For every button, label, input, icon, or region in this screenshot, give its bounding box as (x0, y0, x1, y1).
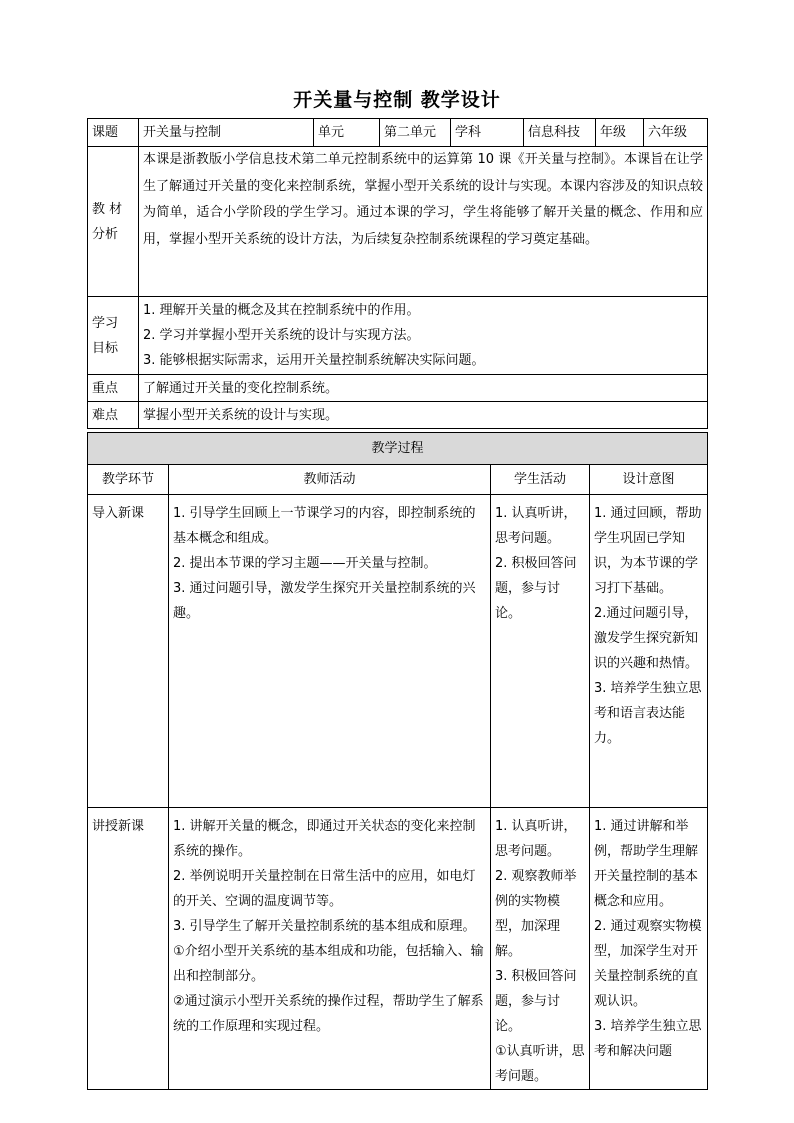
design-intent-item: 3. 培养学生独立思考和解决问题 (594, 1019, 702, 1059)
design-intent-cell (590, 495, 708, 808)
teacher-activity-item: 2. 提出本节课的学习主题——开关量与控制。 (173, 556, 437, 571)
column-header: 设计意图 (590, 465, 708, 495)
subject-value: 信息科技 (524, 119, 596, 147)
column-header: 学生活动 (491, 465, 590, 495)
design-intent-item: 2.通过问题引导，激发学生探究新知识的兴趣和热情。 (594, 606, 699, 671)
teacher-activity-item: 2. 举例说明开关量控制在日常生活中的应用，如电灯的开关、空调的温度调节等。 (173, 869, 476, 909)
design-intent-cell (590, 808, 708, 1090)
goals-label-line1: 学习 (92, 315, 119, 331)
column-header: 教师活动 (169, 465, 491, 495)
goals-label-line2: 目标 (92, 340, 119, 356)
unit-value: 第二单元 (380, 119, 451, 147)
student-activity-item: 3. 积极回答问题，参与讨论。 (495, 969, 577, 1034)
teaching-process-table (87, 432, 708, 1090)
design-intent-item: 1. 通过回顾，帮助学生巩固已学知识，为本节课的学习打下基础。 (594, 506, 702, 596)
analysis-text: 本课是浙教版小学信息技术第二单元控制系统中的运算第 10 课《开关量与控制》。本课旨在让学生了解通过开关量的变化来控制系统，掌握小型开关系统的设计与实现。本课内容涉及的知识点较为简单，适合小学阶段的学生学习。通过本课的学习，学生将能够了解开关量的概念、作用和应用，掌握小型开关系统的设计方法，为后续复杂控制系统课程的学习奠定基础。 (139, 147, 708, 297)
lesson-info-table (87, 118, 708, 429)
teacher-activity-item: ②通过演示小型开关系统的操作过程，帮助学生了解系统的工作原理和实现过程。 (173, 994, 484, 1034)
goals-list (139, 297, 708, 375)
teacher-activity-cell (169, 495, 491, 808)
key-point-text: 了解通过开关量的变化控制系统。 (139, 375, 708, 402)
goals-label (88, 297, 139, 375)
grade-label: 年级 (596, 119, 644, 147)
difficulty-text: 掌握小型开关系统的设计与实现。 (139, 402, 708, 429)
student-activity-item: 1. 认真听讲，思考问题。 (495, 819, 577, 859)
column-header: 教学环节 (88, 465, 169, 495)
table-row (88, 808, 708, 1090)
process-header: 教学过程 (88, 433, 708, 465)
teacher-activity-item: 1. 讲解开关量的概念，即通过开关状态的变化来控制系统的操作。 (173, 819, 476, 859)
grade-value: 六年级 (644, 119, 708, 147)
analysis-label (88, 147, 139, 297)
analysis-label-line2: 分析 (92, 226, 119, 242)
table-row (88, 495, 708, 808)
student-activity-item: 1. 认真听讲，思考问题。 (495, 506, 577, 546)
unit-label: 单元 (314, 119, 380, 147)
stage-cell: 导入新课 (88, 495, 169, 808)
student-activity-item: 2. 观察教师举例的实物模型，加深理解。 (495, 869, 577, 959)
student-activity-item: 2. 积极回答问题，参与讨论。 (495, 556, 577, 621)
topic-label: 课题 (88, 119, 139, 147)
student-activity-cell (491, 495, 590, 808)
stage-cell: 讲授新课 (88, 808, 169, 1090)
topic-value: 开关量与控制 (139, 119, 314, 147)
student-activity-item: ①认真听讲，思考问题。 (495, 1044, 585, 1084)
design-intent-item: 1. 通过讲解和举例，帮助学生理解开关量控制的基本概念和应用。 (594, 819, 699, 909)
difficulty-label: 难点 (88, 402, 139, 429)
teacher-activity-item: ①介绍小型开关系统的基本组成和功能，包括输入、输出和控制部分。 (173, 944, 484, 984)
page-title: 开关量与控制 教学设计 (293, 89, 501, 111)
student-activity-cell (491, 808, 590, 1090)
design-intent-item: 3. 培养学生独立思考和语言表达能力。 (594, 681, 702, 746)
goal-item: 1. 理解开关量的概念及其在控制系统中的作用。 (143, 303, 420, 318)
goal-item: 3. 能够根据实际需求，运用开关量控制系统解决实际问题。 (143, 353, 485, 368)
teacher-activity-item: 3. 引导学生了解开关量控制系统的基本组成和原理。 (173, 919, 476, 934)
teacher-activity-item: 3. 通过问题引导，激发学生探究开关量控制系统的兴趣。 (173, 581, 476, 621)
subject-label: 学科 (451, 119, 524, 147)
teacher-activity-cell (169, 808, 491, 1090)
teacher-activity-item: 1. 引导学生回顾上一节课学习的内容，即控制系统的基本概念和组成。 (173, 506, 476, 546)
design-intent-item: 2. 通过观察实物模型，加深学生对开关量控制系统的直观认识。 (594, 919, 702, 1009)
analysis-label-line1: 教 材 (92, 201, 123, 217)
key-point-label: 重点 (88, 375, 139, 402)
goal-item: 2. 学习并掌握小型开关系统的设计与实现方法。 (143, 328, 420, 343)
